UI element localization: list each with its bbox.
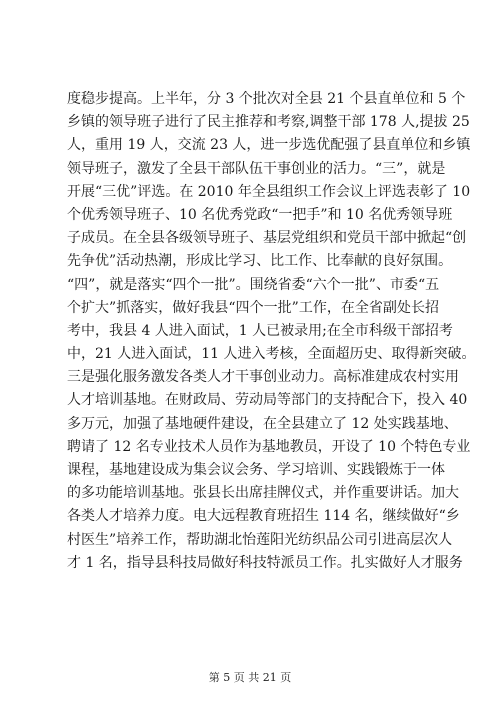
text-line: “四”，就是落实“四个一批”。围绕省委“六个一批”、市委“五: [67, 276, 440, 293]
text-line: 考中，我县 4 人进入面试，1 人已被录用;在全市科级干部招考: [67, 322, 453, 339]
text-line: 人，重用 19 人，交流 23 人，进一步选优配强了县直单位和乡镇: [67, 137, 471, 154]
text-line: 课程，基地建设成为集会议会务、学习培训、实践锻炼于一体: [67, 462, 445, 478]
text-line: 多万元，加强了基地硬件建设，在全县建立了 12 处实践基地、: [67, 415, 458, 432]
text-line: 子成员。在全县各级领导班子、基层党组织和党员干部中掀起“创: [67, 230, 467, 247]
text-line: 村医生”培养工作，帮助湖北怡莲阳光纺织品公司引进高层次人: [67, 531, 453, 548]
text-line: 领导班子，激发了全县干部队伍干事创业的活力。“三”，就是: [67, 160, 446, 177]
page-number-label: 第 5 页 共 21 页: [208, 671, 292, 684]
text-line: 中，21 人进入面试，11 人进入考核，全面超历史、取得新突破。: [67, 346, 476, 363]
text-line: 人才培训基地。在财政局、劳动局等部门的支持配合下，投入 40: [67, 392, 468, 409]
text-line: 各类人才培养力度。电大远程教育班招生 114 名，继续做好“乡: [67, 508, 460, 525]
text-line: 个优秀领导班子、10 名优秀党政“一把手”和 10 名优秀领导班: [67, 206, 453, 223]
body-text: [67, 88, 476, 575]
text-line: 度稳步提高。上半年，分 3 个批次对全县 21 个县直单位和 5 个: [67, 91, 466, 107]
text-line: 个扩大”抓落实，做好我县“四个一批”工作，在全省副处长招: [67, 299, 439, 316]
text-line: 的多功能培训基地。张县长出席挂牌仪式，并作重要讲话。加大: [67, 485, 459, 502]
text-line: 开展“三优”评选。在 2010 年全县组织工作会议上评选表彰了 10: [67, 183, 471, 200]
text-line: 乡镇的领导班子进行了民主推荐和考察,调整干部 178 人,提拔 25: [67, 114, 470, 131]
page-footer: [0, 671, 500, 685]
text-line: 先争优”活动热潮，形成比学习、比工作、比奉献的良好氛围。: [67, 253, 453, 270]
text-line: 三是强化服务激发各类人才干事创业动力。高标准建成农村实用: [67, 369, 459, 386]
text-line: 聘请了 12 名专业技术人员作为基地教员，开设了 10 个特色专业: [67, 438, 471, 455]
text-line: 才 1 名，指导县科技局做好科技特派员工作。扎实做好人才服务: [67, 554, 463, 571]
